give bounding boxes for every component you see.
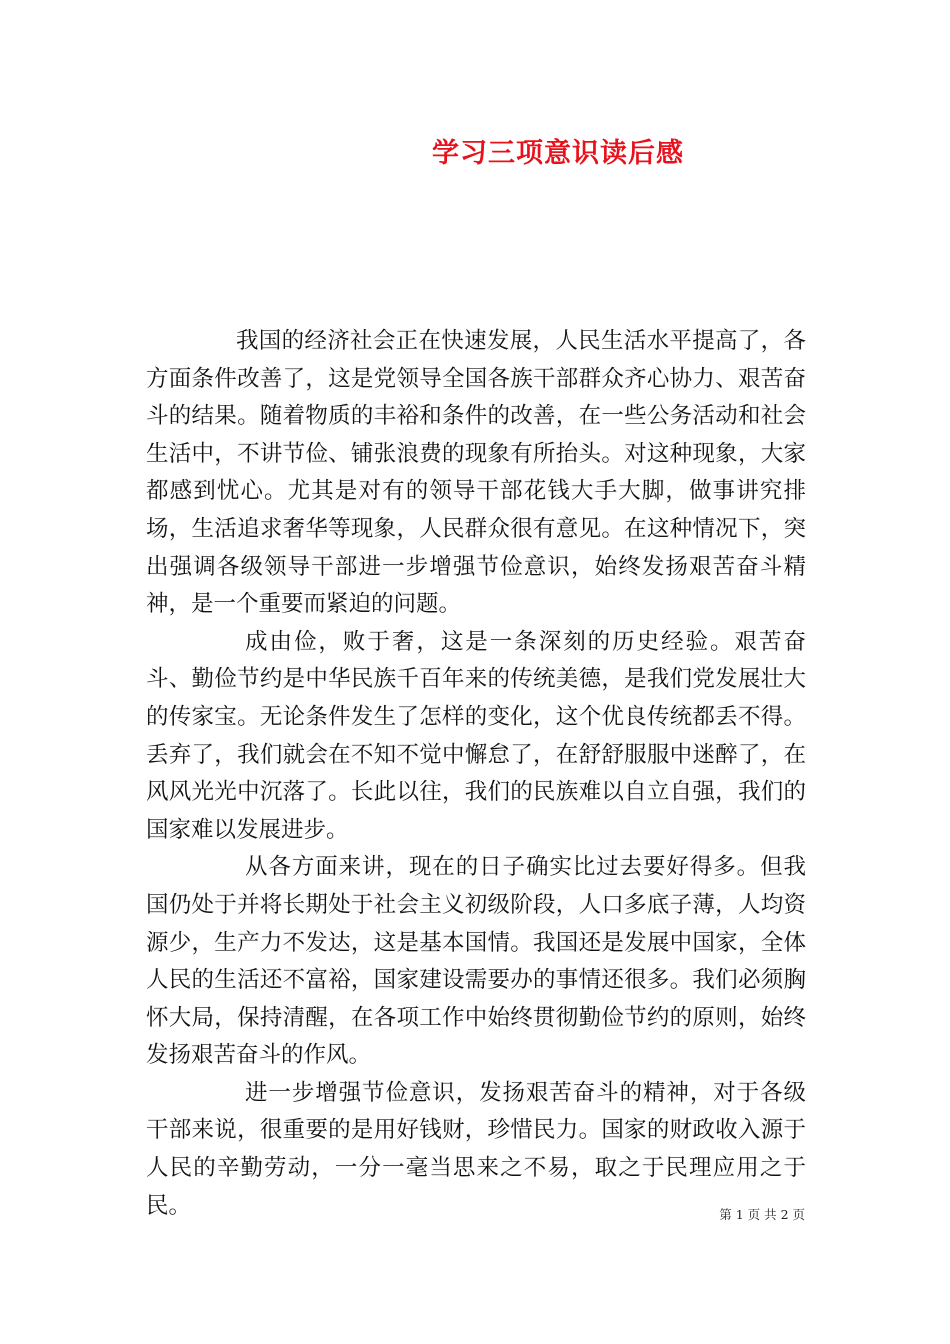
document-body (146, 323, 806, 1225)
paragraph-4: 进一步增强节俭意识，发扬艰苦奋斗的精神，对于各级干部来说，很重要的是用好钱财，珍惜民力。国家的财政收入源于人民的辛勤劳动，一分一毫当思来之不易，取之于民理应用之于民。 (146, 1079, 806, 1219)
paragraph-3: 从各方面来讲，现在的日子确实比过去要好得多。但我国仍处于并将长期处于社会主义初级阶段，人口多底子薄，人均资源少，生产力不发达，这是基本国情。我国还是发展中国家，全体人民的生活还不富裕，国家建设需要办的事情还很多。我们必须胸怀大局，保持清醒，在各项工作中始终贯彻勤俭节约的原则，始终发扬艰苦奋斗的作风。 (146, 854, 806, 1069)
paragraph-1: 我国的经济社会正在快速发展，人民生活水平提高了，各方面条件改善了，这是党领导全国各族干部群众齐心协力、艰苦奋斗的结果。随着物质的丰裕和条件的改善，在一些公务活动和社会生活中，不讲节俭、铺张浪费的现象有所抬头。对这种现象，大家都感到忧心。尤其是对有的领导干部花钱大手大脚，做事讲究排场，生活追求奢华等现象，人民群众很有意见。在这种情况下，突出强调各级领导干部进一步增强节俭意识，始终发扬艰苦奋斗精神，是一个重要而紧迫的问题。 (146, 328, 806, 618)
page-number-footer: 第 1 页 共 2 页 (719, 1207, 805, 1222)
document-title: 学习三项意识读后感 (432, 138, 684, 169)
paragraph-2: 成由俭，败于奢，这是一条深刻的历史经验。艰苦奋斗、勤俭节约是中华民族千百年来的传统美德，是我们党发展壮大的传家宝。无论条件发生了怎样的变化，这个优良传统都丢不得。丢弃了，我们就会在不知不觉中懈怠了，在舒舒服服中迷醉了，在风风光光中沉落了。长此以往，我们的民族难以自立自强，我们的国家难以发展进步。 (146, 628, 806, 843)
